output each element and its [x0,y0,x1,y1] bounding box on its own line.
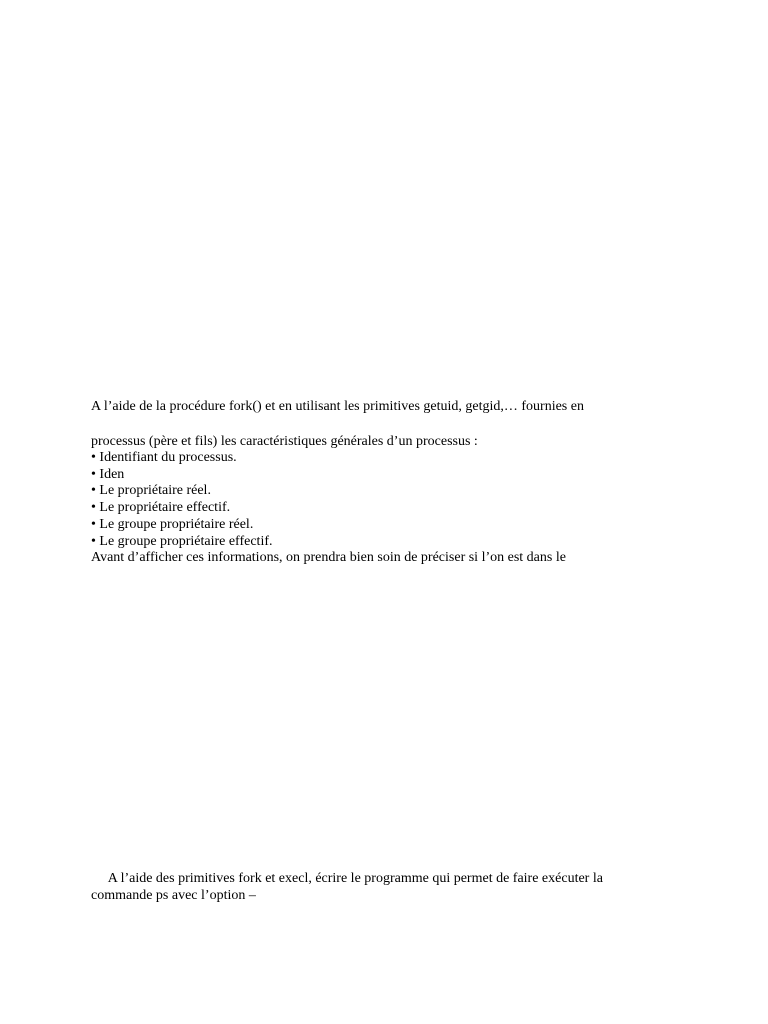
bullet-groupe-reel: • Le groupe propriétaire réel. [91,517,254,532]
exercise1-processus-line: processus (père et fils) les caractéristiques générales d’un processus : [91,434,478,449]
bullet-proprietaire-effectif: • Le propriétaire effectif. [91,500,231,515]
bullet-groupe-effectif: • Le groupe propriétaire effectif. [91,534,273,549]
bullet-iden: • Iden [91,467,125,482]
exercise1-intro-line: A l’aide de la procédure fork() et en utilisant les primitives getuid, getgid,… fournies en [91,399,584,414]
bullet-proprietaire-reel: • Le propriétaire réel. [91,483,211,498]
bullet-identifiant: • Identifiant du processus. [91,450,237,465]
exercise2-command-line: commande ps avec l’option – [91,888,256,903]
exercise2-intro-line: A l’aide des primitives fork et execl, écrire le programme qui permet de faire exécuter la [91,871,603,886]
exercise1-closing-line: Avant d’afficher ces informations, on prendra bien soin de préciser si l’on est dans le [91,550,566,565]
